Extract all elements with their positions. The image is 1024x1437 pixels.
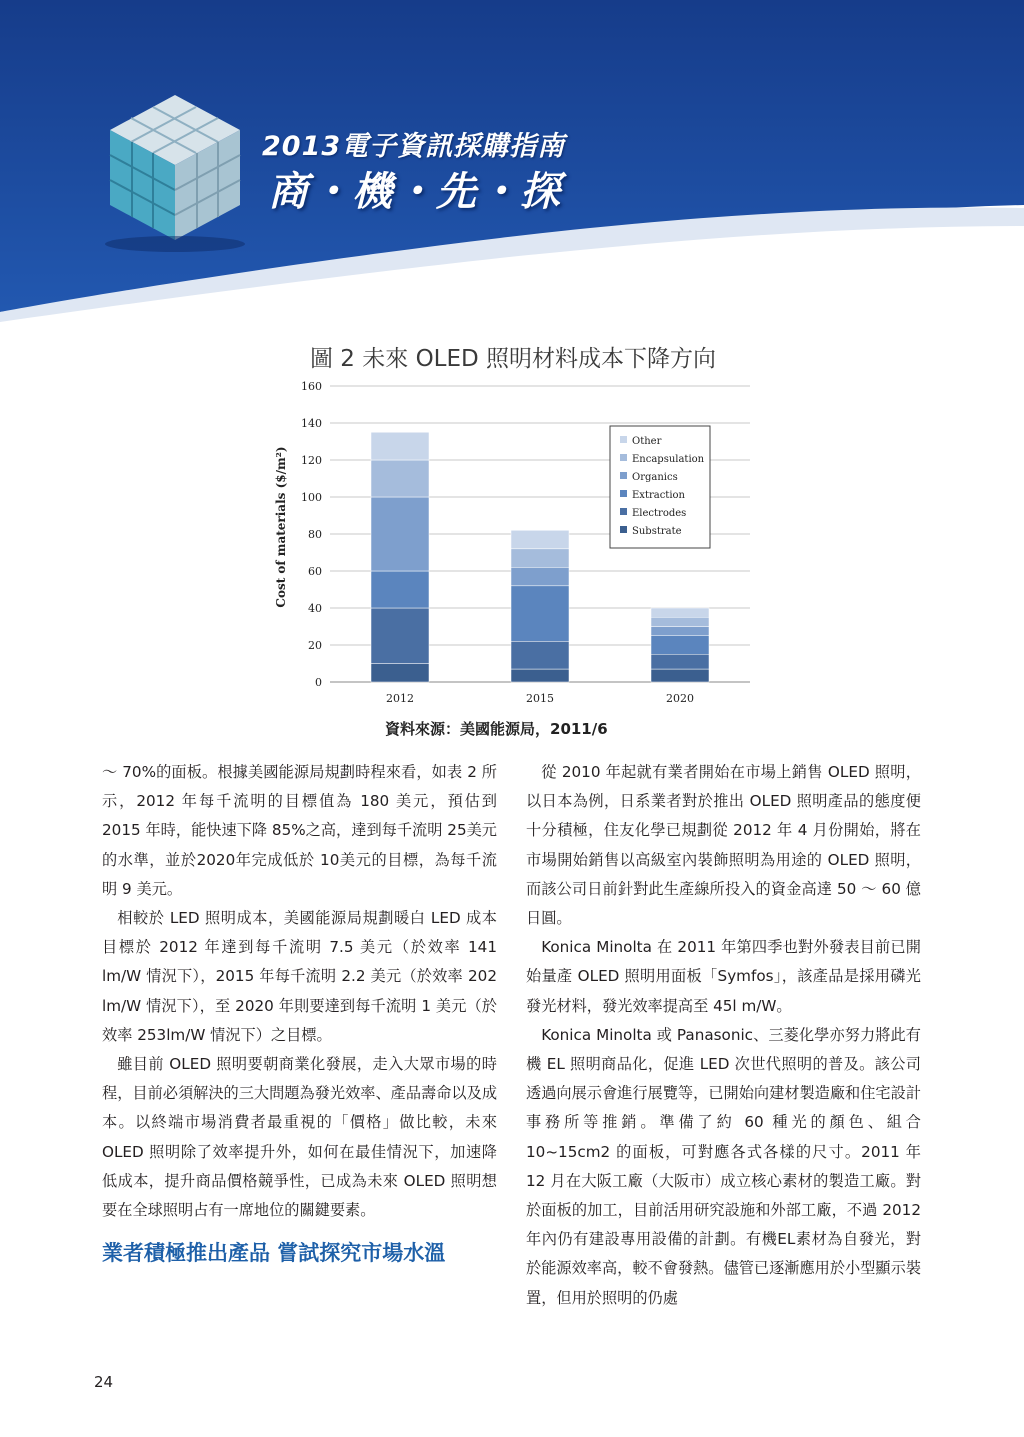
- legend-label: Other: [632, 436, 662, 447]
- legend-label: Electrodes: [632, 508, 687, 519]
- bar-segment-extraction-2012: [371, 571, 429, 608]
- article-left-column: [102, 758, 497, 1269]
- bar-segment-organics-2020: [651, 627, 709, 636]
- legend-label: Organics: [632, 472, 678, 483]
- y-tick-labels: [301, 380, 322, 689]
- y-tick-label: 0: [315, 676, 322, 689]
- chart-legend: [610, 426, 710, 548]
- bar-segment-extraction-2020: [651, 636, 709, 655]
- bar-segment-substrate-2020: [651, 669, 709, 682]
- paragraph: Konica Minolta 在 2011 年第四季也對外發表目前已開始量產 OLED 照明用面板「Symfos」，該產品是採用磷光發光材料，發光效率提高至 45l m/W。: [526, 938, 921, 1015]
- y-axis-label: Cost of materials ($/m²): [274, 446, 288, 608]
- x-tick-labels: [386, 692, 694, 705]
- paragraph: Konica Minolta 或 Panasonic、三菱化學亦努力將此有機 EL 照明商品化，促進 LED 次世代照明的普及。該公司透過向展示會進行展覽等，已開始向建材製造廠和住宅設計事務所等推銷。準備了約 60 種光的顏色、組合 10~15cm2 的面板，可對應各式各樣的尺寸。2011 年 12 月在大阪工廠（大阪市）成立核心素材的製造工廠。對於面板的加工，目前活用研究設施和外部工廠，不過 2012 年內仍有建設專用設備的計劃。有機EL素材為自發光，對於能源效率高，較不會發熱。儘管已逐漸應用於小型顯示裝置，但用於照明的仍處: [526, 1025, 921, 1307]
- bar-segment-other-2015: [511, 530, 569, 549]
- paragraph: 從 2010 年起就有業者開始在市場上銷售 OLED 照明，以日本為例，日系業者對於推出 OLED 照明產品的態度便十分積極，住友化學已規劃從 2012 年 4 月份開始，將在市場開始銷售以高級室內裝飾照明為用途的 OLED 照明，而該公司日前針對此生產線所投入的資金高達 50 ～ 60 億日圓。: [526, 763, 921, 928]
- paragraph: 雖目前 OLED 照明要朝商業化發展，走入大眾市場的時程，目前必須解決的三大問題為發光效率、產品壽命以及成本。以終端市場消費者最重視的「價格」做比較，未來 OLED 照明除了效率提升外，如何在最佳情況下，加速降低成本，提升商品價格競爭性，已成為未來 OLED 照明想要在全球照明占有一席地位的關鍵要素。: [102, 1055, 497, 1220]
- article-right-column: [526, 758, 921, 1313]
- legend-label: Encapsulation: [632, 454, 705, 465]
- x-tick-label: 2020: [666, 692, 694, 705]
- y-tick-label: 20: [308, 639, 322, 652]
- figure-source: 資料來源：美國能源局，2011/6: [385, 720, 608, 738]
- bar-segment-other-2012: [371, 432, 429, 460]
- bar-segment-substrate-2015: [511, 669, 569, 682]
- y-tick-label: 100: [301, 491, 322, 504]
- legend-swatch: [620, 508, 627, 515]
- legend-swatch: [620, 454, 627, 461]
- legend-swatch: [620, 472, 627, 479]
- y-tick-label: 160: [301, 380, 322, 393]
- bar-segment-organics-2012: [371, 497, 429, 571]
- figure-title: 圖 2 未來 OLED 照明材料成本下降方向: [310, 346, 717, 372]
- legend-label: Substrate: [632, 526, 682, 537]
- y-tick-label: 80: [308, 528, 322, 541]
- bar-segment-other-2020: [651, 608, 709, 617]
- bar-segment-substrate-2012: [371, 664, 429, 683]
- bar-segment-organics-2015: [511, 567, 569, 586]
- paragraph: ～ 70%的面板。根據美國能源局規劃時程來看，如表 2 所示，2012 年每千流明的目標值為 180 美元，預估到 2015 年時，能快速下降 85%之高，達到每千流明 25美元的水準，並於2020年完成低於 10美元的目標，為每千流明 9 美元。: [102, 763, 497, 898]
- bar-segment-electrodes-2012: [371, 608, 429, 664]
- y-tick-label: 120: [301, 454, 322, 467]
- x-tick-label: 2012: [386, 692, 414, 705]
- page-number: 24: [94, 1373, 114, 1391]
- x-tick-label: 2015: [526, 692, 554, 705]
- section-heading: 業者積極推出產品 嘗試探究市場水溫: [102, 1241, 446, 1266]
- y-tick-label: 40: [308, 602, 322, 615]
- bar-segment-extraction-2015: [511, 586, 569, 642]
- bar-segment-encapsulation-2012: [371, 460, 429, 497]
- legend-swatch: [620, 526, 627, 533]
- stacked-bar-chart: [260, 372, 760, 712]
- bar-segment-electrodes-2015: [511, 641, 569, 669]
- y-tick-label: 60: [308, 565, 322, 578]
- legend-swatch: [620, 436, 627, 443]
- bar-segment-encapsulation-2015: [511, 549, 569, 568]
- bar-segment-electrodes-2020: [651, 654, 709, 669]
- legend-label: Extraction: [632, 490, 685, 501]
- paragraph: 相較於 LED 照明成本，美國能源局規劃暖白 LED 成本目標於 2012 年達到每千流明 7.5 美元（於效率 141 lm/W 情況下），2015 年每千流明 2.2 美元（於效率 202 lm/W 情況下），至 2020 年則要達到每千流明 1 美元（於效率 253lm/W 情況下）之目標。: [102, 909, 497, 1044]
- brand-title: 2013電子資訊採購指南: [262, 131, 566, 162]
- brand-slogan: 商・機・先・探: [268, 169, 562, 215]
- bar-segment-encapsulation-2020: [651, 617, 709, 626]
- y-tick-label: 140: [301, 417, 322, 430]
- legend-swatch: [620, 490, 627, 497]
